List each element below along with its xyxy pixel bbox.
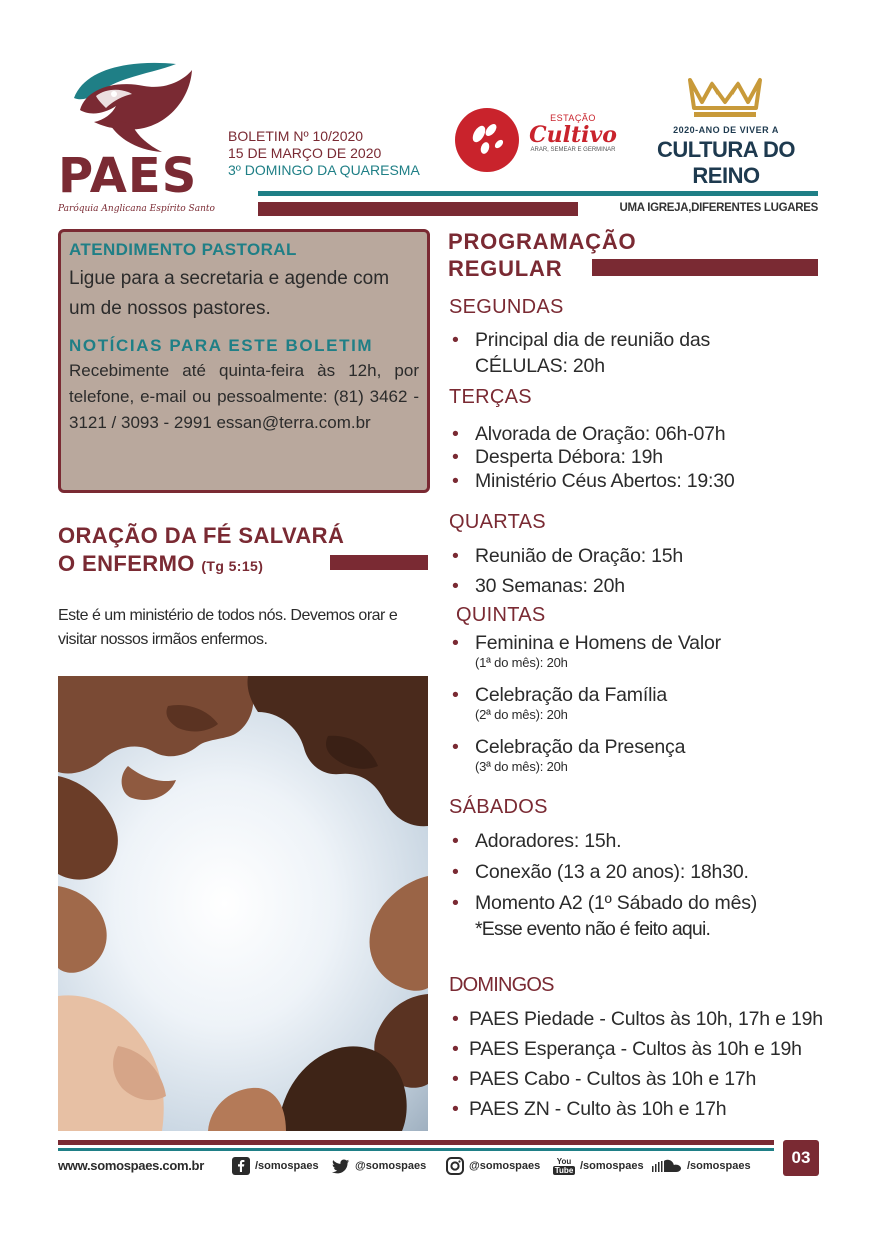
- facebook-link[interactable]: [232, 1156, 319, 1176]
- list-item: • PAES Esperança - Cultos às 10h e 19h: [449, 1034, 859, 1064]
- quintas-list: [449, 631, 849, 775]
- instagram-link[interactable]: [446, 1156, 540, 1176]
- twitter-bird-icon: [332, 1157, 350, 1175]
- segundas-list: [449, 327, 749, 379]
- bulletin-date: 15 DE MARÇO DE 2020: [228, 145, 382, 161]
- soundcloud-icon: [652, 1157, 682, 1175]
- list-item: [449, 683, 849, 723]
- oracao-title-line1: ORAÇÃO DA FÉ SALVARÁ: [58, 523, 345, 548]
- oracao-reference: (Tg 5:15): [201, 558, 264, 574]
- paes-logo-subtitle: Paróquia Anglicana Espírito Santo: [58, 204, 215, 214]
- facebook-icon: [232, 1157, 250, 1175]
- crown-icon: [686, 72, 764, 118]
- day-domingos: DOMINGOS: [449, 974, 554, 996]
- programacao-title-line1: PROGRAMAÇÃO: [448, 229, 637, 254]
- youtube-label-top: You: [556, 1157, 572, 1166]
- reino-title: CULTURA DO REINO: [657, 137, 795, 188]
- cultivo-logo-text: [528, 113, 618, 153]
- reino-year-text: 2020-ANO DE VIVER A: [673, 125, 779, 135]
- list-item: • Ministério Céus Abertos: 19:30: [449, 468, 849, 495]
- quintas-item-sub: (2ª do mês): 20h: [475, 707, 568, 722]
- quintas-item-title: Feminina e Homens de Valor: [475, 632, 721, 654]
- list-item: • Momento A2 (1º Sábado do mês): [449, 888, 849, 919]
- programacao-title-line2: REGULAR: [448, 256, 563, 281]
- list-item: • Alvorada de Oração: 06h-07h: [449, 421, 849, 448]
- quintas-item-sub: (1ª do mês): 20h: [475, 655, 568, 670]
- list-item: • Conexão (13 a 20 anos): 18h30.: [449, 857, 849, 888]
- header-maroon-bar: [258, 202, 578, 216]
- oracao-text: Este é um ministério de todos nós. Devemos orar e visitar nossos irmãos enfermos.: [58, 607, 398, 648]
- oracao-title: [58, 522, 344, 580]
- day-sabados: SÁBADOS: [449, 796, 548, 818]
- cultivo-name: Cultivo: [529, 122, 617, 148]
- facebook-handle: /somospaes: [255, 1160, 319, 1172]
- instagram-icon: [446, 1157, 464, 1175]
- quintas-item-title: Celebração da Presença: [475, 736, 686, 758]
- bulletin-sunday: 3º DOMINGO DA QUARESMA: [228, 162, 420, 178]
- youtube-icon: [553, 1157, 575, 1175]
- list-item: • PAES ZN - Culto às 10h e 17h: [449, 1094, 859, 1124]
- programacao-maroon-bar: [592, 259, 818, 276]
- footer-maroon-rule: [58, 1140, 774, 1145]
- sabados-list: [449, 826, 849, 919]
- youtube-handle: /somospaes: [580, 1160, 644, 1172]
- pastoral-title: ATENDIMENTO PASTORAL: [69, 240, 297, 259]
- quartas-list: [449, 541, 849, 601]
- soundcloud-link[interactable]: [652, 1156, 751, 1176]
- list-item: • PAES Cabo - Cultos às 10h e 17h: [449, 1064, 859, 1094]
- instagram-handle: @somospaes: [469, 1160, 541, 1172]
- list-item: [449, 631, 849, 671]
- news-text: Recebimente até quinta-feira às 12h, por telefone, e-mail ou pessoalmente: (81) 3462 - 3121 / 3093 - 2991 essan@terra.com.br: [69, 361, 419, 432]
- website-link[interactable]: www.somospaes.com.br: [58, 1158, 204, 1173]
- list-item: • PAES Piedade - Cultos às 10h, 17h e 19h: [449, 1004, 859, 1034]
- footer-teal-rule: [58, 1148, 774, 1151]
- page-number: 03: [783, 1140, 819, 1176]
- bulletin-info: [228, 128, 420, 179]
- cultivo-top: ESTAÇÃO: [550, 113, 596, 123]
- tercas-list: [449, 421, 849, 495]
- list-item: • Desperta Débora: 19h: [449, 444, 849, 471]
- day-quintas: QUINTAS: [456, 604, 546, 626]
- youtube-link[interactable]: [553, 1156, 644, 1176]
- quintas-item-sub: (3ª do mês): 20h: [475, 759, 568, 774]
- header-teal-rule: [258, 191, 818, 196]
- oracao-title-line2: O ENFERMO: [58, 551, 195, 576]
- list-item: • Principal dia de reunião das CÉLULAS: 20h: [449, 327, 749, 379]
- quintas-item-title: Celebração da Família: [475, 684, 667, 706]
- twitter-link[interactable]: [332, 1156, 426, 1176]
- cultivo-seed-logo-icon: [455, 108, 519, 172]
- pastoral-box: [58, 229, 430, 493]
- paes-dove-logo-icon: [66, 58, 196, 158]
- day-segundas: SEGUNDAS: [449, 296, 564, 318]
- list-item: • Adoradores: 15h.: [449, 826, 849, 857]
- day-quartas: QUARTAS: [449, 511, 546, 533]
- header-tagline: UMA IGREJA,DIFERENTES LUGARES: [619, 202, 818, 214]
- list-item: [449, 735, 849, 775]
- sabados-note: *Esse evento não é feito aqui.: [475, 918, 711, 940]
- paes-logo-text: PAES: [58, 148, 198, 204]
- soundcloud-handle: /somospaes: [687, 1160, 751, 1172]
- domingos-list: [449, 1004, 859, 1124]
- youtube-label-bottom: Tube: [554, 1166, 574, 1175]
- list-item: • Reunião de Oração: 15h: [449, 541, 849, 571]
- bulletin-number: BOLETIM Nº 10/2020: [228, 128, 364, 144]
- list-item: • 30 Semanas: 20h: [449, 571, 849, 601]
- twitter-handle: @somospaes: [355, 1160, 427, 1172]
- day-tercas: TERÇAS: [449, 386, 532, 408]
- cultivo-tagline: ARAR, SEMEAR E GERMINAR: [530, 147, 616, 153]
- news-title: NOTÍCIAS PARA ESTE BOLETIM: [69, 336, 374, 355]
- praying-hands-photo: [58, 676, 428, 1131]
- oracao-maroon-bar: [330, 555, 428, 570]
- pastoral-text: Ligue para a secretaria e agende com um de nossos pastores.: [69, 268, 390, 319]
